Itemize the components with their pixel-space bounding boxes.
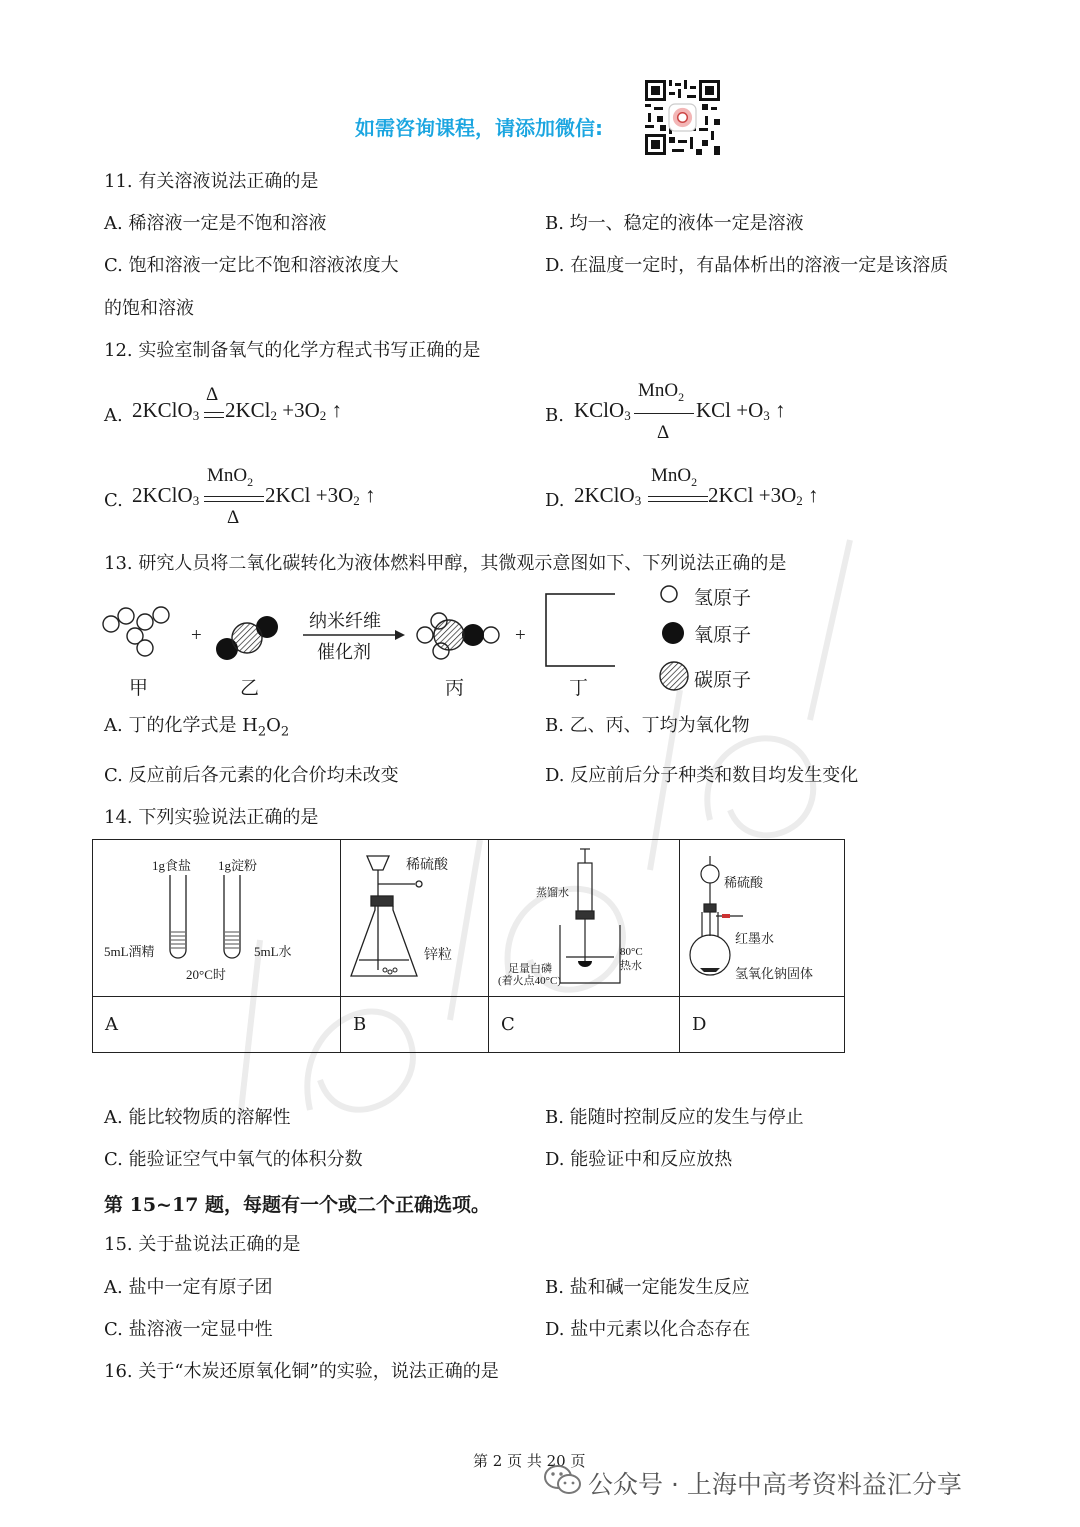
fig-c-phosphorus: 足量白磷 [508, 963, 552, 975]
label-ding: 丁 [569, 677, 589, 699]
fig-d-ink: 红墨水 [735, 931, 775, 946]
q15-option-c[interactable]: C. 盐溶液一定显中性 [104, 1319, 273, 1340]
legend-carbon-icon [658, 660, 690, 692]
molecule-yi-icon [216, 616, 278, 660]
label-jia: 甲 [129, 677, 149, 699]
q11-option-d-continued: 的饱和溶液 [104, 298, 194, 319]
fig-d-acid: 稀硫酸 [724, 875, 764, 890]
q11-stem: 11. 有关溶液说法正确的是 [104, 171, 319, 192]
molecule-jia-icon [103, 607, 169, 656]
q12-stem: 12. 实验室制备氧气的化学方程式书写正确的是 [104, 340, 481, 361]
fig-a-alcohol: 5mL酒精 [104, 944, 155, 959]
q12-b-line [634, 413, 694, 414]
molecule-bing-icon [417, 613, 499, 659]
q14-option-d[interactable]: D. 能验证中和反应放热 [545, 1149, 733, 1170]
q14-option-c[interactable]: C. 能验证空气中氧气的体积分数 [104, 1149, 363, 1170]
q12-d-equals-top [648, 496, 708, 497]
q12-c-right: $2KCl +3O_2$ ↑ [265, 483, 376, 508]
q12-d-label: D. [545, 490, 565, 511]
wechat-icon [543, 1463, 583, 1497]
q12-b-left: KClO$_3$ [574, 398, 631, 423]
q11-option-a[interactable]: A. 稀溶液一定是不饱和溶液 [104, 213, 327, 234]
q12-d-left: 2KClO$_3$ [574, 483, 642, 508]
q11-option-c[interactable]: C. 饱和溶液一定比不饱和溶液浓度大 [104, 255, 399, 276]
fig-a-water: 5mL水 [254, 944, 292, 959]
watermark [150, 420, 950, 1180]
q15-option-a[interactable]: A. 盐中一定有原子团 [104, 1277, 273, 1298]
legend-hydrogen-label: 氢原子 [694, 587, 752, 609]
q12-c-equals-top [204, 496, 264, 497]
legend-hydrogen-icon [658, 583, 680, 605]
fig-a-salt: 1g食盐 [152, 858, 192, 873]
unknown-product-box [546, 594, 615, 666]
q12-a-equals-top [204, 412, 224, 413]
q14-option-b[interactable]: B. 能随时控制反应的发生与停止 [545, 1107, 804, 1128]
q13-diagram [95, 580, 615, 700]
q12-a-label: A. [104, 405, 123, 426]
label-bing: 丙 [445, 677, 465, 699]
legend-oxygen-icon [660, 620, 686, 646]
fig-c-water: 蒸馏水 [536, 887, 569, 899]
promo-text: 如需咨询课程，请添加微信: [355, 116, 603, 140]
q15-stem: 15. 关于盐说法正确的是 [104, 1234, 301, 1255]
fig-a-starch: 1g淀粉 [218, 858, 258, 873]
fig-b-acid: 稀硫酸 [406, 858, 448, 873]
q12-c-equals-bottom [204, 501, 264, 502]
q12-a-right: $2KCl_2 +3O_2$ ↑ [225, 398, 343, 423]
q14-cell-d: D [680, 997, 845, 1053]
q15-option-b[interactable]: B. 盐和碱一定能发生反应 [545, 1277, 750, 1298]
section-heading: 第 15~17 题，每题有一个或二个正确选项。 [104, 1194, 491, 1216]
fig-c-hot-temp: 80°C [620, 946, 643, 958]
q12-c-heat: Δ [227, 507, 240, 528]
q13-option-d[interactable]: D. 反应前后分子种类和数目均发生变化 [545, 765, 859, 786]
q16-stem: 16. 关于“木炭还原氧化铜”的实验，说法正确的是 [104, 1361, 499, 1382]
q11-option-b[interactable]: B. 均一、稳定的液体一定是溶液 [545, 213, 804, 234]
q12-a-heat: Δ [206, 384, 219, 405]
q12-b-right: KCl $+O_3$ ↑ [696, 398, 786, 423]
q12-b-label: B. [545, 405, 564, 426]
legend-oxygen-label: 氧原子 [694, 624, 752, 646]
plus-sign-1: + [191, 625, 202, 646]
q12-a-left: 2KClO$_3$ [132, 398, 200, 423]
fig-b-zinc: 锌粒 [424, 948, 452, 963]
q13-option-b[interactable]: B. 乙、丙、丁均为氧化物 [545, 715, 750, 736]
q12-d-equals-bottom [648, 501, 708, 502]
fig-c-hot-water: 热水 [620, 960, 642, 972]
q14-cell-a: A [93, 997, 341, 1053]
q13-condition-top: 纳米纤维 [309, 611, 381, 632]
q12-b-catalyst: MnO$_2$ [638, 380, 685, 404]
q11-option-d[interactable]: D. 在温度一定时，有晶体析出的溶液一定是该溶质 [545, 255, 949, 276]
q12-c-label: C. [104, 490, 123, 511]
legend-carbon-label: 碳原子 [694, 669, 752, 691]
q14-stem: 14. 下列实验说法正确的是 [104, 807, 319, 828]
fig-d-naoh: 氢氧化钠固体 [735, 966, 814, 981]
q14-cell-b: B [341, 997, 489, 1053]
q12-d-right: $2KCl +3O_2$ ↑ [708, 483, 819, 508]
q12-a-equals-bottom [204, 417, 224, 418]
fig-a-temp: 20°C时 [186, 967, 226, 982]
fig-c-ignition: (着火点40°C) [498, 975, 562, 987]
q12-c-left: 2KClO$_3$ [132, 483, 200, 508]
footer-brand: 公众号 · 上海中高考资料益汇分享 [588, 1470, 962, 1499]
q13-option-a[interactable]: A. 丁的化学式是 $H_2O_2$ [104, 715, 290, 740]
q12-d-catalyst: MnO$_2$ [651, 465, 698, 489]
q12-b-heat: Δ [657, 422, 670, 443]
qr-code-icon[interactable] [645, 80, 720, 155]
q12-c-catalyst: MnO$_2$ [207, 465, 254, 489]
q13-option-c[interactable]: C. 反应前后各元素的化合价均未改变 [104, 765, 399, 786]
q14-option-a[interactable]: A. 能比较物质的溶解性 [104, 1107, 291, 1128]
q13-stem: 13. 研究人员将二氧化碳转化为液体燃料甲醇，其微观示意图如下、下列说法正确的是 [104, 553, 787, 574]
page-number: 第 2 页 共 20 页 [473, 1452, 586, 1470]
plus-sign-2: + [515, 625, 526, 646]
q14-cell-c: C [489, 997, 680, 1053]
q15-option-d[interactable]: D. 盐中元素以化合态存在 [545, 1319, 751, 1340]
label-yi: 乙 [240, 677, 260, 699]
q13-condition-bottom: 催化剂 [317, 642, 371, 663]
